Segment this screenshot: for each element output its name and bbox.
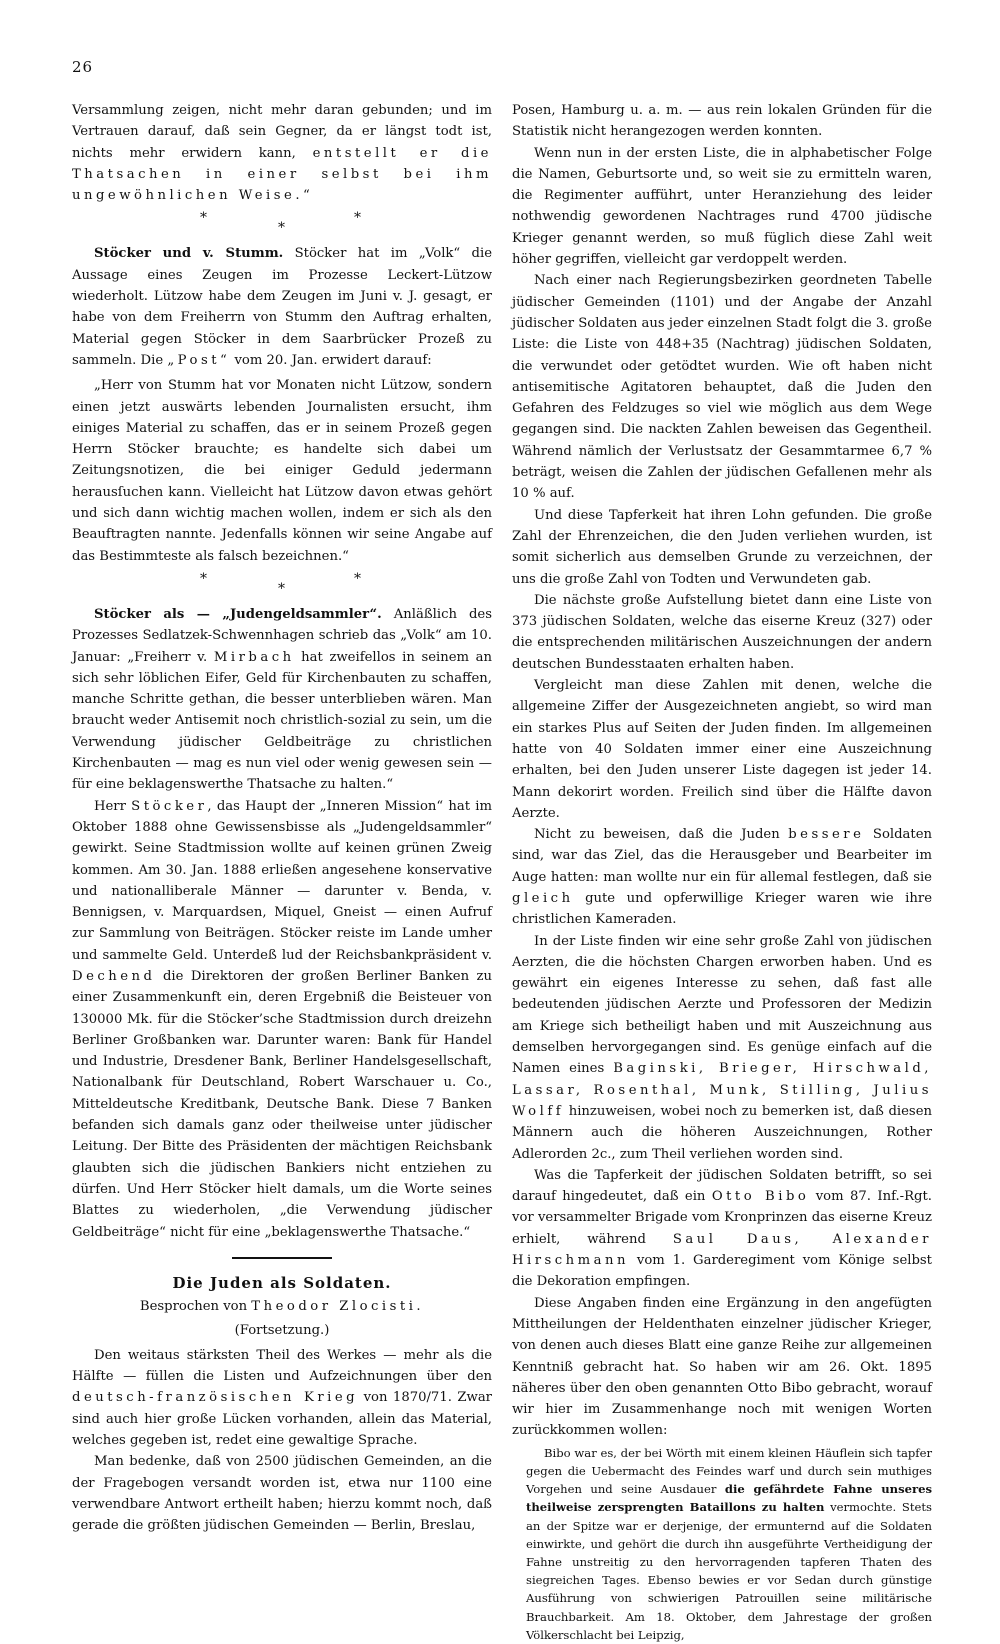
paragraph: Nach einer nach Regierungsbezirken geordneten Tabelle jüdischer Gemeinden (1101) und der Angabe der Anzahl jüdischer Soldaten aus jeder einzelnen Stadt folgt die 3. große Liste: die Liste von 448+35 (Nachtrag) jüdischen Soldaten, die verwundet oder getödtet wurden. Wie oft haben nicht antisemitische Agitatoren behauptet, daß die Juden den Gefahren des Feldzuges so viel wie möglich aus dem Wege gegangen sind. Die nackten Zahlen beweisen das Gegentheil. Während nämlich der Verlustsatz der Gesammtarmee 6,7 % beträgt, weisen die Zahlen der jüdischen Gefallenen mehr als 10 % auf. — [512, 273, 932, 502]
section-heading: Stöcker und v. Stumm. — [94, 246, 284, 262]
spaced-text: „Post“ — [167, 352, 231, 368]
paragraph: Und diese Tapferkeit hat ihren Lohn gefunden. Die große Zahl der Ehrenzeichen, die den Juden verliehen wurden, ist somit sicherlich aus demselben Grunde zu verzeichnen, der uns die große Zahl von Todten und Verwundeten gab. — [512, 507, 932, 587]
paragraph — [72, 1345, 492, 1451]
text-run: gute und opferwillige Krieger waren wie ihre christlichen Kameraden. — [512, 890, 932, 928]
article-byline — [72, 1295, 492, 1319]
spaced-text: Mirbach — [213, 649, 295, 665]
text-run: vom 20. Jan. erwidert darauf: — [230, 352, 432, 368]
text-run: Was die Tapferkeit der jüdischen Soldaten betrifft, so sei darauf hingedeutet, daß ein — [512, 1167, 932, 1205]
left-column — [72, 100, 492, 1537]
divider — [232, 1257, 332, 1259]
paragraph — [72, 100, 492, 206]
text-run: Bibo war es, der bei Wörth mit einem kleinen Häuflein sich tapfer gegen die Uebermacht des Feindes warf und durch sein muthiges Vorgehen und seine Ausdauer — [526, 1445, 932, 1497]
author-name: Theodor Zlocisti. — [251, 1298, 425, 1314]
spaced-text: Saul Daus, Alexander Hirschmann — [512, 1231, 932, 1269]
text-run: Stöcker hat im „Volk“ die Aussage eines Zeugen im Prozesse Leckert-Lützow wiederholt. Lützow habe dem Zeugen im Juni v. J. gesagt, er habe von dem Freiherrn von Stumm den Auftrag erhalten, Material gegen Stöcker in dem Saarbrücker Prozeß zu sammeln. Die — [72, 246, 493, 368]
text-run: Nicht zu beweisen, daß die Juden — [534, 827, 789, 843]
paragraph: Die nächste große Aufstellung bietet dann eine Liste von 373 jüdischen Soldaten, welche das eiserne Kreuz (327) oder die entsprechenden militärischen Auszeichnungen der andern deutschen Bundesstaaten erhalten haben. — [512, 592, 932, 672]
text-run: vom 87. Inf.-Rgt. vor versammelter Brigade vom Kronprinzen das eiserne Kreuz erhielt, während — [512, 1189, 932, 1247]
star: * — [354, 210, 361, 227]
spaced-text: Stöcker — [131, 798, 208, 814]
quote-paragraph: „Herr von Stumm hat vor Monaten nicht Lützow, sondern einen jetzt auswärts lebenden Journalisten ersucht, ihm einiges Material zu schaffen, das er in seinem Prozeß gegen Herrn Stöcker brauchte; es handelte sich dabei um Zeitungsnotizen, die bei einiger Geduld jedermann herausſuchen kann. Vielleicht hat Lützow davon etwas gehört und sich dann wichtig machen wollen, indem er sich als den Beauftragten nannte. Jedenfalls können wir seine Angabe auf das Bestimmteste als falsch bezeichnen.“ — [72, 378, 492, 564]
spaced-text: entstellt er die Thatsachen in einer selbst bei ihm ungewöhnlichen Weise. — [72, 145, 492, 204]
paragraph: Vergleicht man diese Zahlen mit denen, welche die allgemeine Ziffer der Ausgezeichneten angiebt, so wird man ein starkes Plus auf Seiten der Juden finden. Im allgemeinen hatte von 40 Soldaten immer einer eine Auszeichnung erhalten, bei den Juden unserer Liste dagegen ist jeder 14. Mann dekorirt worden. Freilich sind über die Hälfte davon Aerzte. — [512, 678, 932, 821]
text-run: vermochte. Stets an der Spitze war er derjenige, der ermunternd auf die Soldaten einwirkte, und gehört die durch ihn ausgeführte Vertheidigung der Fahne unstreitig zu den hervorragenden tapferen Thaten des siegreichen Tages. Ebenso bewies er vor Sedan durch günstige Ausführung von schwierigen Patrouillen seine militärische Brauchbarkeit. Am 18. Oktober, dem Jahrestage der großen Völkerschlacht bei Leipzig, — [526, 1500, 932, 1642]
asterism — [72, 569, 492, 597]
spaced-text: bessere — [788, 827, 865, 843]
spaced-text: Baginski, Brieger, Hirschwald, Lassar, Rosenthal, Munk, Stilling, Julius Wolff — [512, 1061, 932, 1119]
text-run: die Direktoren der großen Berliner Banken zu einer Zusammenkunft ein, deren Ergebniß die Beisteuer von 130000 Mk. für die Stöcker’sche Stadtmission durch dreizehn Berliner Großbanken war. Darunter waren: Bank für Handel und Industrie, Dresdener Bank, Berliner Handelsgesellschaft, Nationalbank für Deutschland, Robert Warschauer u. Co., Mitteldeutsche Kreditbank, Deutsche Bank. Diese 7 Banken befanden sich damals ganz oder theilweise unter jüdischer Leitung. Der Bitte des Präsidenten der mächtigen Reichsbank glaubten sich die jüdischen Bankiers nicht entziehen zu dürfen. Und Herr Stöcker hielt damals, um die Worte seines Blattes zu wiederholen, „die Verwendung jüdischer Geldbeiträge“ nicht für eine „beklagenswerthe Thatsache.“ — [72, 968, 492, 1240]
spaced-text: deutsch-französischen Krieg — [72, 1390, 359, 1406]
paragraph — [72, 243, 492, 371]
section-heading: Stöcker als — „Judengeldsammler“. — [94, 606, 382, 622]
text-run: In der Liste finden wir eine sehr große Zahl von jüdischen Aerzten, die die höchsten Chargen erworben haben. Und es gewährt ein eigenes Interesse zu sehen, daß fast alle bedeutenden jüdischen Aerzte und Professoren der Medizin am Kriege sich betheiligt haben und mit Auszeichnung aus demselben hervorgegangen sind. Es genüge einfach auf die Namen eines — [512, 933, 932, 1077]
small-print-quote — [526, 1444, 932, 1644]
text-run: vom 1. Garderegiment vom Könige selbst die Dekoration empfingen. — [512, 1253, 932, 1290]
text-run: von 1870/71. Zwar sind auch hier große Lücken vorhanden, allein das Material, welches gegeben ist, redet eine gewaltige Sprache. — [72, 1390, 492, 1449]
paragraph: Man bedenke, daß von 2500 jüdischen Gemeinden, an die der Fragebogen versandt worden ist, etwa nur 1100 eine verwendbare Antwort ertheilt haben; hierzu kommt noch, daß gerade die größten jüdischen Gemeinden — Berlin, Breslau, — [72, 1454, 492, 1534]
text-run: “ — [303, 188, 310, 204]
text-run: , das Haupt der „Inneren Mission“ hat im Oktober 1888 ohne Gewissensbisse als „Judengeldsammler“ gewirkt. Seine Stadtmission wollte auf keinen grünen Zweig kommen. Am 30. Jan. 1888 erließen angesehene konservative und nationalliberale Männer — darunter v. Benda, v. Bennigsen, v. Marquardsen, Miquel, Gneist — einen Aufruf zur Sammlung von Beiträgen. Stöcker reiste im Lande umher und sammelte Geld. Unterdeß lud der Reichsbankpräsident v. — [72, 798, 492, 963]
text-run: Versammlung zeigen, nicht mehr daran gebunden; und im Vertrauen darauf, daß sein Gegner, da er längst todt ist, nichts mehr erwidern kann, — [72, 103, 492, 161]
paragraph — [512, 1165, 932, 1293]
paragraph — [526, 1444, 932, 1644]
star: * — [278, 580, 285, 597]
star: * — [200, 570, 207, 587]
paragraph: Posen, Hamburg u. a. m. — aus rein lokalen Gründen für die Statistik nicht herangezogen werden konnten. — [512, 103, 932, 140]
text-run: Soldaten sind, war das Ziel, das die Herausgeber und Bearbeiter im Auge hatten: man wollte nur ein für allemal festlegen, daß sie — [512, 827, 933, 885]
star: * — [278, 220, 285, 237]
asterism — [72, 208, 492, 237]
byline-text: Besprochen von — [139, 1298, 252, 1314]
text-run: Den weitaus stärksten Theil des Werkes — mehr als die Hälfte — füllen die Listen und Aufzeichnungen über den — [72, 1347, 492, 1385]
star: * — [354, 570, 361, 587]
paragraph: Wenn nun in der ersten Liste, die in alphabetischer Folge die Namen, Geburtsorte und, so weit sie zu ermitteln waren, die Regimenter aufführt, unter Heranziehung des leider nothwendig gewordenen Nachtrages rund 4700 jüdische Krieger genannt werden, so muß füglich diese Zahl weit höher gegriffen, vielleicht gar verdoppelt werden. — [512, 145, 932, 268]
paragraph — [72, 796, 492, 1243]
paragraph — [512, 931, 932, 1165]
spaced-text: gleich — [512, 890, 574, 906]
paragraph: Diese Angaben finden eine Ergänzung in den angefügten Mittheilungen der Heldenthaten einzelner jüdischer Krieger, von denen auch dieses Blatt eine ganze Reihe zur allgemeinen Kenntniß gebracht hat. So haben wir am 26. Okt. 1895 näheres über den oben genannten Otto Bibo gebracht, worauf wir hier im Zusammenhange noch mit wenigen Worten zurückkommen wollen: — [512, 1295, 932, 1439]
text-run: hat zweifellos in seinem an sich sehr löblichen Eifer, Geld für Kirchenbauten zu schaffen, manche Schritte gethan, die besser unterblieben wären. Man braucht weder Antisemit noch christlich-sozial zu sein, um die Verwendung jüdischer Geldbeiträge zu christlichen Kirchenbauten — mag es nun viel oder wenig gewesen sein — für eine beklagenswerthe Thatsache zu halten.“ — [72, 649, 492, 793]
bold-text: die gefährdete Fahne unseres theilweise zersprengten Bataillons zu halten — [526, 1482, 932, 1515]
page-number: 26 — [72, 58, 94, 76]
continuation-note: (Fortsetzung.) — [234, 1322, 330, 1338]
paragraph — [512, 824, 932, 930]
spaced-text: Otto Bibo — [711, 1189, 810, 1205]
spaced-text: Dechend — [72, 968, 156, 984]
paragraph — [72, 604, 492, 796]
article-title: Die Juden als Soldaten. — [172, 1273, 392, 1292]
text-run: Herr — [94, 798, 132, 814]
right-column — [512, 100, 932, 1644]
text-run: Anläßlich des Prozesses Sedlatzek-Schwennhagen schrieb das „Volk“ am 10. Januar: „Freiherr v. — [72, 606, 492, 665]
star: * — [200, 210, 207, 227]
text-run: hinzuweisen, wobei noch zu bemerken ist, daß diesen Männern auch die höheren Auszeichnungen, Rother Adlerorden 2c., zum Theil verliehen worden sind. — [512, 1103, 932, 1162]
